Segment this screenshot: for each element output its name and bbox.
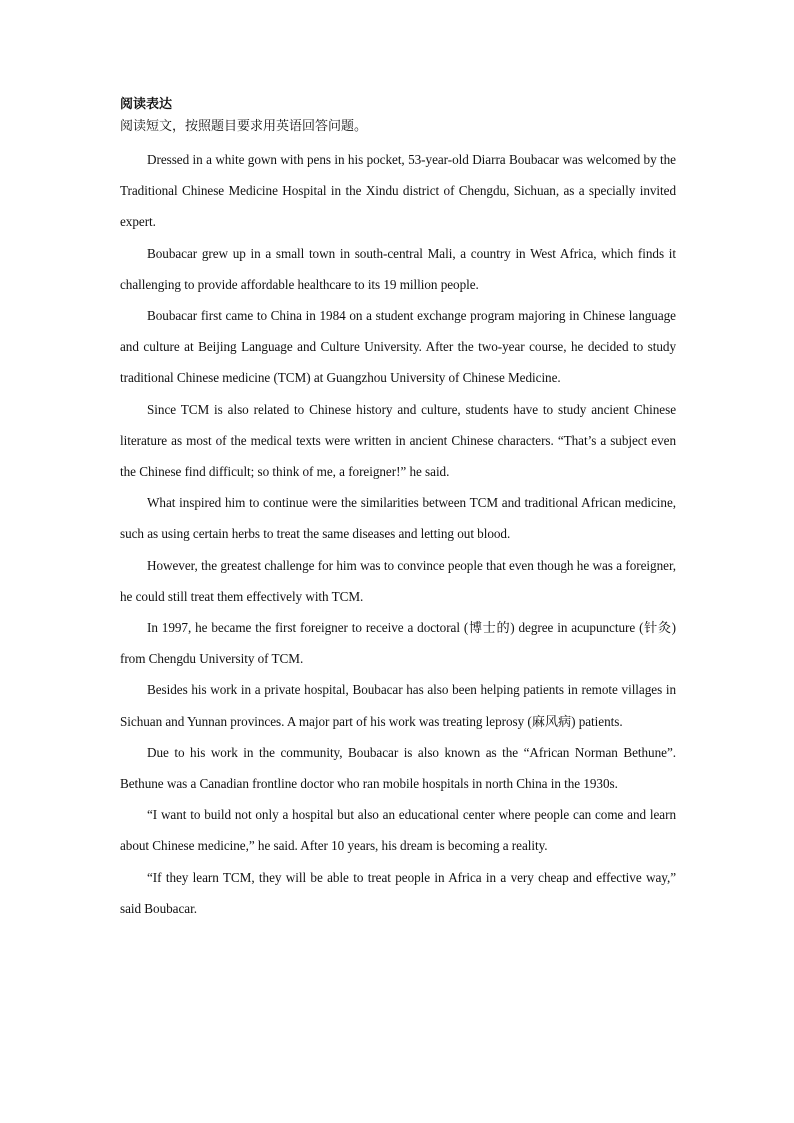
- paragraph-1: Dressed in a white gown with pens in his pocket, 53-year-old Diarra Boubacar was welcomed by the Traditional Chinese Medicine Hospital in the Xindu district of Chengdu, Sichuan, as a specially invited expert.: [120, 152, 676, 230]
- paragraph-10: “I want to build not only a hospital but also an educational center where people can come and learn about Chinese medicine,” he said. After 10 years, his dream is becoming a reality.: [120, 807, 676, 854]
- paragraph-11: “If they learn TCM, they will be able to treat people in Africa in a very cheap and effective way,” said Boubacar.: [120, 869, 676, 916]
- section-heading: 阅读表达: [120, 97, 173, 112]
- document-page: [120, 94, 676, 924]
- paragraph-6: However, the greatest challenge for him was to convince people that even though he was a foreigner, he could still treat them effectively with TCM.: [120, 557, 676, 604]
- paragraph-2: Boubacar grew up in a small town in south-central Mali, a country in West Africa, which finds it challenging to provide affordable healthcare to its 19 million people.: [120, 245, 676, 292]
- paragraph-4: Since TCM is also related to Chinese history and culture, students have to study ancient Chinese literature as most of the medical texts were written in ancient Chinese characters. “That’s a subject even the Chinese find difficult; so think of me, a foreigner!” he said.: [120, 401, 676, 480]
- paragraph-8: Besides his work in a private hospital, Boubacar has also been helping patients in remote villages in Sichuan and Yunnan provinces. A major part of his work was treating leprosy (麻风病) patients.: [120, 682, 676, 729]
- paragraph-3: Boubacar first came to China in 1984 on a student exchange program majoring in Chinese language and culture at Beijing Language and Culture University. After the two-year course, he decided to study traditional Chinese medicine (TCM) at Guangzhou University of Chinese Medicine.: [120, 308, 676, 386]
- paragraph-5: What inspired him to continue were the similarities between TCM and traditional African medicine, such as using certain herbs to treat the same diseases and letting out blood.: [120, 495, 676, 542]
- paragraph-9: Due to his work in the community, Boubacar is also known as the “African Norman Bethune”. Bethune was a Canadian frontline doctor who ran mobile hospitals in north China in the 1930s.: [120, 744, 676, 792]
- instruction-text: 阅读短文，按照题目要求用英语回答问题。: [120, 119, 368, 134]
- paragraph-7: In 1997, he became the first foreigner to receive a doctoral (博士的) degree in acupuncture (针灸) from Chengdu University of TCM.: [120, 620, 676, 667]
